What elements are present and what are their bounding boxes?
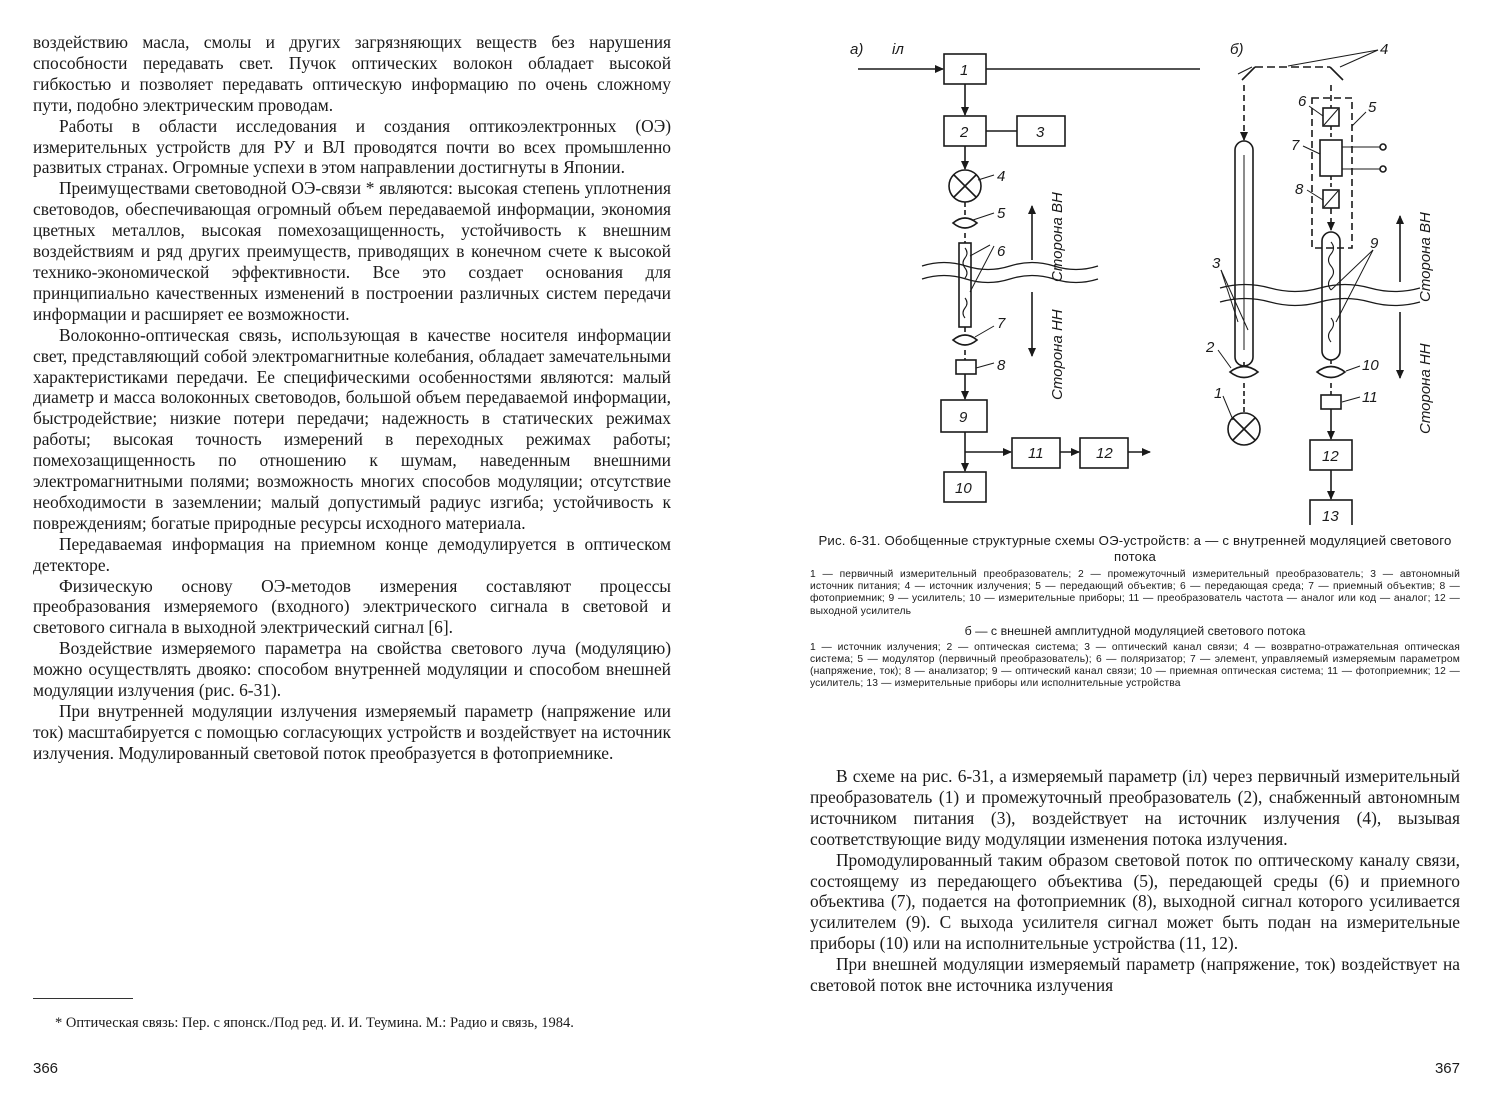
photodetector	[1321, 395, 1341, 409]
a-callout-6: 6	[997, 243, 1006, 260]
paragraph: Преимуществами световодной ОЭ-связи * являются: высокая степень уплотнения световодов, обеспечивающая огромный объем передаваемой информации, экономия цветных металлов, высокая помехозащищенность, устойчивость к внешним воздействиям и ряд других преимуществ, приводящих в конечном счете к высокой технико-экономической эффективности. Все это создает основания для принципиально качественных изменений в построении различных систем передачи информации и расширяет ее возможности.	[33, 178, 671, 324]
b-callout-6: 6	[1298, 93, 1307, 110]
fiber-channel	[1322, 232, 1340, 360]
a-block-10-label: 10	[955, 480, 972, 497]
b-callout-9: 9	[1370, 235, 1379, 252]
b-callout-10: 10	[1362, 357, 1379, 374]
paragraph: Волоконно-оптическая связь, использующая в качестве носителя информации свет, представляющий собой электромагнитные колебания, обладает замечательными характеристиками передачи. Ее специфическими особенностями являются: малый диаметр и масса волоконных световодов, большой объем передаваемой информации, быстродействие; низкие потери передачи; надежность в статических режимах работы; высокая точность измерений в переходных режимах работы; помехозащищенность по отношению к шумам, наведенным внешними электромагнитными полями; возможность многих способов модуляции; отсутствие необходимости в заземлении; малый допустимый радиус изгиба; устойчивость к повреждениям; богатые природные ресурсы исходного материала.	[33, 324, 671, 533]
a-callout-5: 5	[997, 205, 1006, 222]
a-block-9-label: 9	[959, 409, 968, 426]
b-callout-5: 5	[1368, 99, 1377, 116]
b-callout-1: 1	[1214, 385, 1223, 402]
a-callout-4: 4	[997, 168, 1006, 185]
paragraph: Передаваемая информация на приемном конце демодулируется в оптическом детекторе.	[33, 533, 671, 575]
b-callout-4: 4	[1380, 41, 1389, 58]
figure-6-31	[810, 30, 1460, 525]
paragraph: воздействию масла, смолы и других загрязняющих веществ без нарушения способности передавать свет. Пучок оптических волокон обладает высокой гибкостью и позволяет передавать оптическую информацию по очень сложному пути, подобно электрическим проводам.	[33, 32, 671, 115]
b-callout-3: 3	[1212, 255, 1221, 272]
block-diagram	[810, 30, 1460, 525]
photodetector	[956, 360, 976, 374]
side-lv-label-a: Сторона НН	[1049, 309, 1066, 400]
a-block-2-label: 2	[960, 124, 969, 141]
caption-legend-b: 1 — источник излучения; 2 — оптическая система; 3 — оптический канал связи; 4 — возвратно-отражательная оптическая система; 5 — модулятор (первичный преобразователь); 6 — поляризатор; 7 — элемент, управляемый измеряемым параметром (напряжение, ток); 8 — анализатор; 9 — оптический канал связи; 10 — приемная оптическая система; 11 — фотоприемник; 12 — усилитель; 13 — измерительные приборы или исполнительные устройства	[810, 641, 1460, 690]
figure-caption	[810, 533, 1460, 697]
figure-label-a: а)	[850, 41, 864, 58]
b-callout-8: 8	[1295, 181, 1304, 198]
caption-title: Рис. 6-31. Обобщенные структурные схемы ОЭ-устройств: а — с внутренней модуляцией светового потока	[818, 533, 1452, 564]
b-block-12-label: 12	[1322, 448, 1339, 465]
b-block-13-label: 13	[1322, 508, 1339, 525]
paragraph: При внешней модуляции измеряемый параметр (напряжение, ток) воздействует на световой поток вне источника излучения	[810, 954, 1460, 996]
caption-legend-a: 1 — первичный измерительный преобразователь; 2 — промежуточный измерительный преобразователь; 3 — автономный источник питания; 4 — источник излучения; 5 — передающий объектив; 6 — передающая среда; 7 — приемный объектив; 8 — фотоприемник; 9 — усилитель; 10 — измерительные приборы; 11 — преобразователь частота — аналог или код — аналог; 12 — выходной усилитель	[810, 569, 1460, 617]
right-page-text	[810, 766, 1460, 996]
a-block-1-label: 1	[960, 62, 969, 79]
a-callout-7: 7	[997, 315, 1006, 332]
paragraph: Работы в области исследования и создания оптикоэлектронных (ОЭ) измерительных устройств для РУ и ВЛ проводятся почти во всех промышленно развитых странах. Огромные успехи в этом направлении достигнуты в Японии.	[33, 115, 671, 178]
a-callout-8: 8	[997, 357, 1006, 374]
paragraph: При внутренней модуляции излучения измеряемый параметр (напряжение или ток) масштабируется с помощью согласующих устройств и воздействует на источник излучения. Модулированный световой поток преобразуется в фотоприемнике.	[33, 701, 671, 763]
paragraph: Физическую основу ОЭ-методов измерения составляют процессы преобразования измеряемого (входного) электрического сигнала в световой и светового сигнала в выходной электрический сигнал [6].	[33, 575, 671, 638]
a-block-11-label: 11	[1028, 445, 1044, 462]
paragraph: В схеме на рис. 6-31, а измеряемый параметр (iл) через первичный измерительный преобразователь (1) и промежуточный преобразователь (2), снабженный автономным источником питания (3), воздействует на источник излучения (4), вызывая соответствующие виду модуляции изменения потока излучения.	[810, 766, 1460, 849]
modulator-box	[1312, 98, 1352, 248]
page-number-left: 366	[33, 1060, 59, 1077]
footnote-rule	[33, 998, 133, 999]
input-current-label: iл	[892, 41, 904, 58]
left-page-text	[33, 32, 671, 764]
caption-subtitle: б — с внешней амплитудной модуляцией светового потока	[964, 623, 1306, 638]
fiber	[959, 243, 971, 327]
lens-icon	[1317, 367, 1345, 378]
footnote: * Оптическая связь: Пер. с японск./Под ред. И. И. Теумина. М.: Радио и связь, 1984.	[55, 1015, 574, 1031]
page-number-right: 367	[1434, 1060, 1460, 1077]
lens-icon	[953, 335, 977, 345]
a-block-12-label: 12	[1096, 445, 1113, 462]
paragraph: Промодулированный таким образом световой поток по оптическому каналу связи, состоящему из передающего объектива (5), передающей среды (6) и приемного объектива (7), подается на фотоприемник (8), выходной сигнал которого усиливается усилителем (9). С выхода усилителя сигнал может быть подан на измерительные приборы (10) или на исполнительные устройства (11, 12).	[810, 849, 1460, 954]
b-callout-11: 11	[1362, 389, 1378, 406]
paragraph: Воздействие измеряемого параметра на свойства светового луча (модуляцию) можно осуществлять двояко: способом внутренней модуляции и способом внешней модуляции излучения (рис. 6-31).	[33, 638, 671, 701]
modulated-element	[1320, 140, 1342, 176]
b-callout-7: 7	[1291, 137, 1300, 154]
side-hv-label-b: Сторона ВН	[1417, 212, 1434, 302]
b-callout-2: 2	[1206, 339, 1215, 356]
side-hv-label-a: Сторона ВН	[1049, 192, 1066, 282]
a-block-3-label: 3	[1036, 124, 1045, 141]
lens-icon	[1230, 367, 1258, 378]
figure-label-b: б)	[1230, 41, 1244, 58]
side-lv-label-b: Сторона НН	[1417, 343, 1434, 434]
